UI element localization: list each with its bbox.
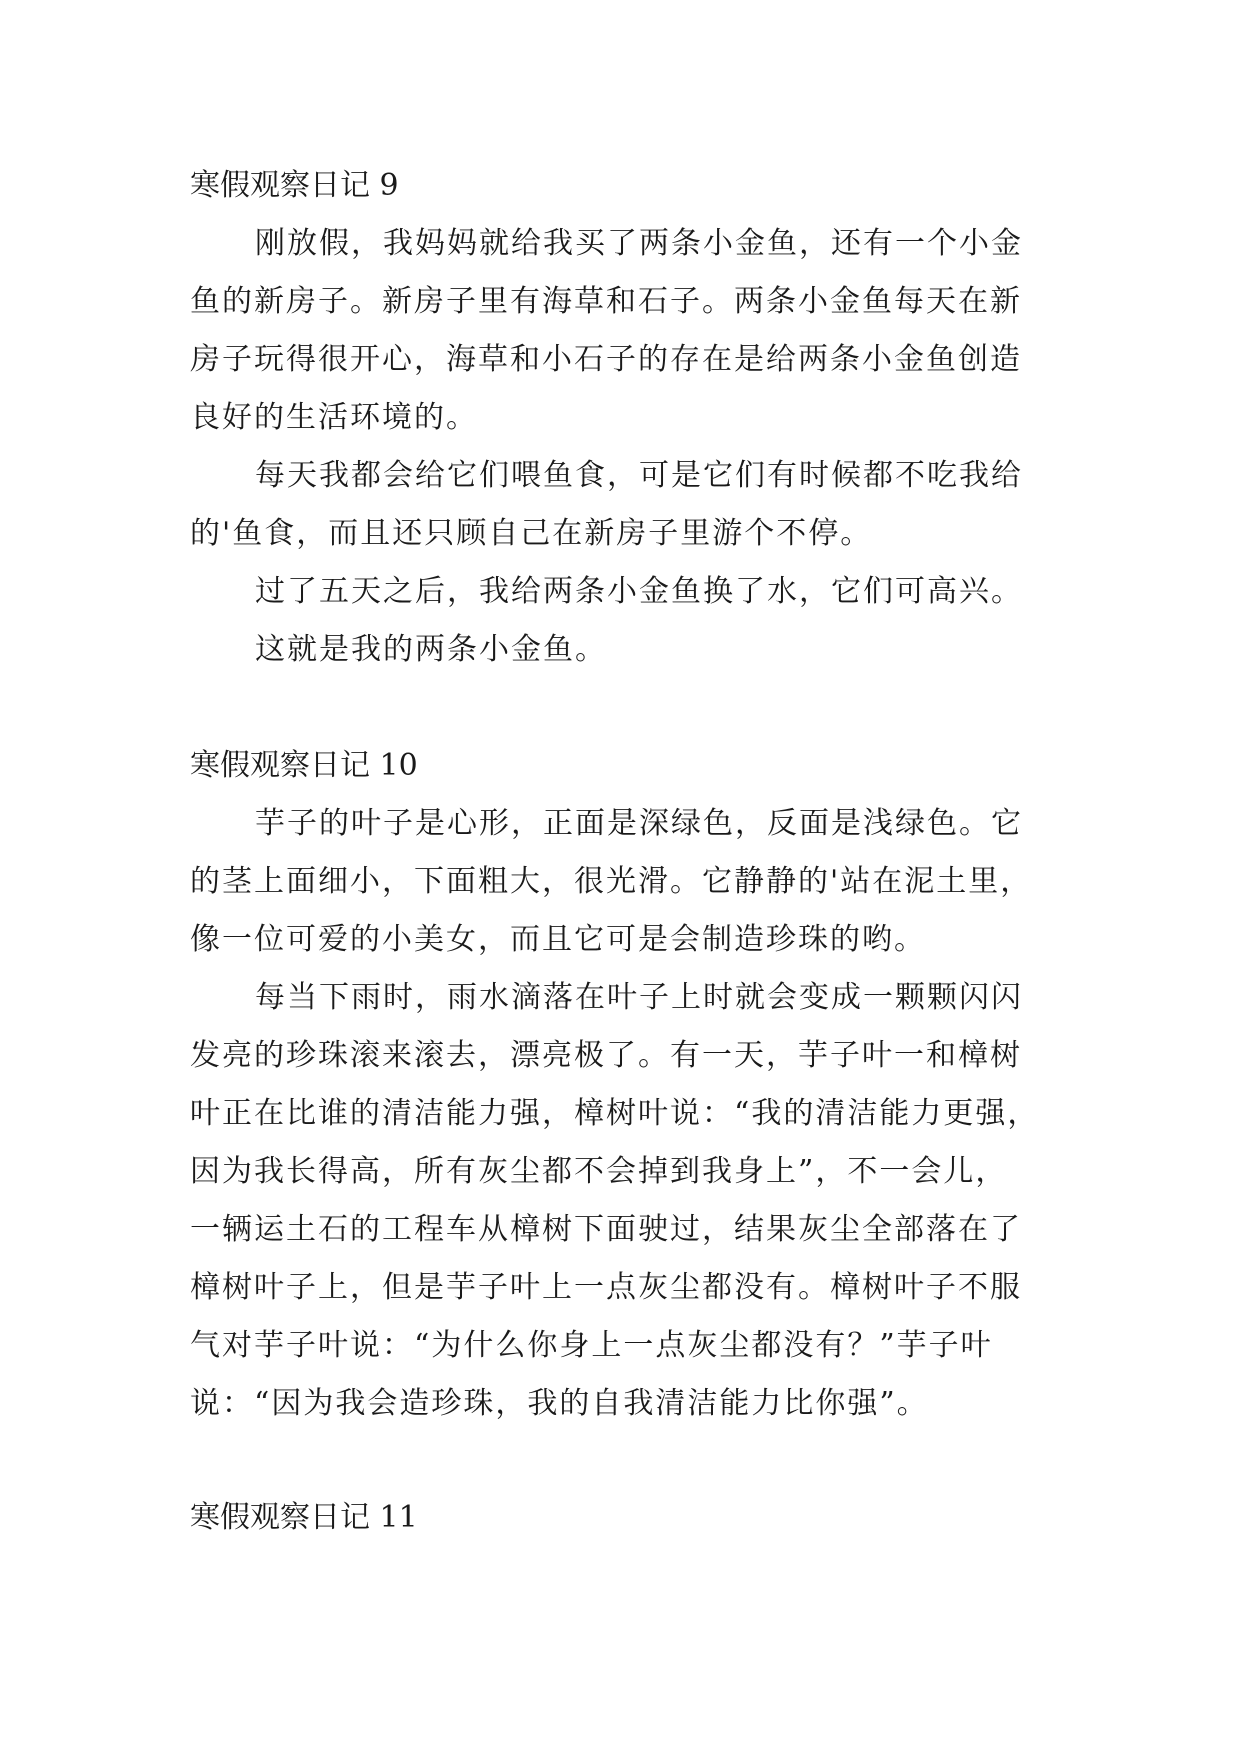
paragraph-line: 的茎上面细小，下面粗大，很光滑。它静静的'站在泥土里， bbox=[190, 864, 1033, 899]
paragraph-line: 一辆运土石的工程车从樟树下面驶过，结果灰尘全部落在了 bbox=[190, 1212, 1022, 1247]
paragraph-line: 过了五天之后，我给两条小金鱼换了水，它们可高兴。 bbox=[255, 574, 1023, 609]
paragraph-line: 良好的生活环境的。 bbox=[190, 400, 478, 435]
paragraph-line: 因为我长得高，所有灰尘都不会掉到我身上”，不一会儿， bbox=[190, 1154, 1008, 1189]
paragraph-line: 每天我都会给它们喂鱼食，可是它们有时候都不吃我给 bbox=[255, 458, 1023, 493]
paragraph-line: 的'鱼食，而且还只顾自己在新房子里游个不停。 bbox=[190, 516, 873, 551]
paragraph-line: 樟树叶子上，但是芋子叶上一点灰尘都没有。樟树叶子不服 bbox=[190, 1270, 1022, 1305]
paragraph-line: 气对芋子叶说：“为什么你身上一点灰尘都没有？”芋子叶 bbox=[190, 1328, 993, 1363]
paragraph-line: 芋子的叶子是心形，正面是深绿色，反面是浅绿色。它 bbox=[255, 806, 1023, 841]
paragraph-line: 房子玩得很开心，海草和小石子的存在是给两条小金鱼创造 bbox=[190, 342, 1022, 377]
paragraph-line: 这就是我的两条小金鱼。 bbox=[255, 632, 607, 667]
paragraph-line: 叶正在比谁的清洁能力强，樟树叶说：“我的清洁能力更强， bbox=[190, 1096, 1040, 1131]
paragraph-line: 发亮的珍珠滚来滚去，漂亮极了。有一天，芋子叶一和樟树 bbox=[190, 1038, 1022, 1073]
paragraph-line: 说：“因为我会造珍珠，我的自我清洁能力比你强”。 bbox=[190, 1386, 929, 1421]
paragraph-line: 每当下雨时，雨水滴落在叶子上时就会变成一颗颗闪闪 bbox=[255, 980, 1023, 1015]
paragraph-line: 鱼的新房子。新房子里有海草和石子。两条小金鱼每天在新 bbox=[190, 284, 1022, 319]
paragraph-line: 像一位可爱的小美女，而且它可是会制造珍珠的哟。 bbox=[190, 922, 926, 957]
paragraph-line: 刚放假，我妈妈就给我买了两条小金鱼，还有一个小金 bbox=[255, 226, 1023, 261]
entry-heading: 寒假观察日记 9 bbox=[190, 168, 399, 203]
entry-heading: 寒假观察日记 10 bbox=[190, 748, 418, 783]
entry-heading: 寒假观察日记 11 bbox=[190, 1500, 418, 1535]
